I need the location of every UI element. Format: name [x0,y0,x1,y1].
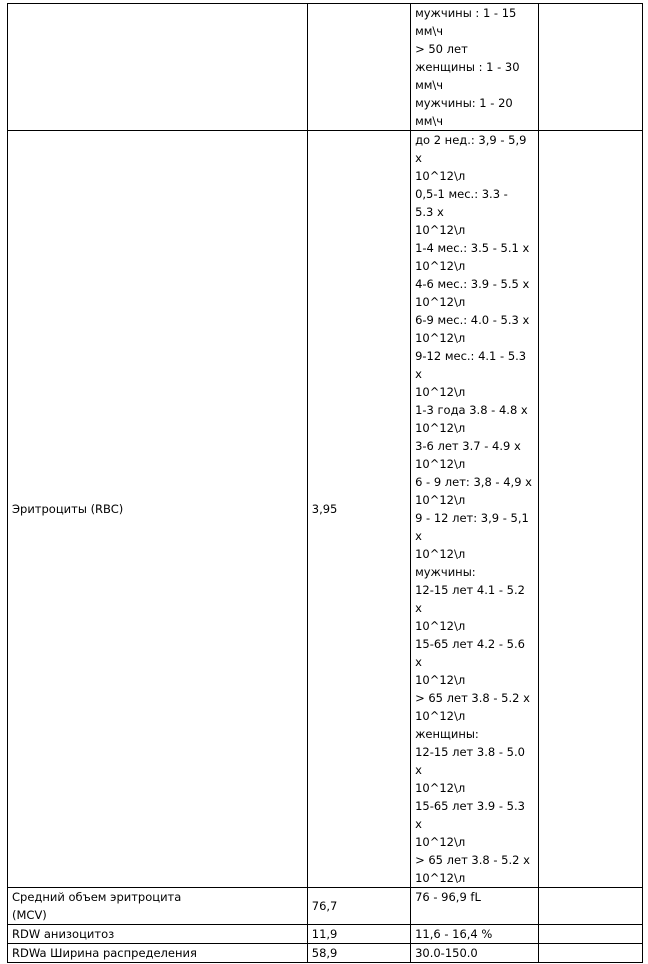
reference-range-line: 6-9 мес.: 4.0 - 5.3 x [415,313,530,327]
reference-range-line: > 65 лет 3.8 - 5.2 x [415,691,530,705]
reference-range-line: x [415,151,422,165]
reference-range-cell [411,925,539,944]
extra-cell [538,4,642,131]
result-value-cell: 58,9 [307,944,410,963]
reference-range-line: 10^12\л [415,457,466,471]
reference-range-line: 10^12\л [415,169,466,183]
test-name-cell [8,888,308,925]
reference-range-line: 10^12\л [415,619,466,633]
reference-range-line: до 2 нед.: 3,9 - 5,9 [415,133,527,147]
test-name-cell [8,4,308,131]
test-name-line: Средний объем эритроцита [12,890,182,904]
reference-range-line: 0,5-1 мес.: 3.3 - [415,187,508,201]
reference-range-line: 10^12\л [415,871,466,885]
extra-cell [538,131,642,888]
reference-range-line: 9-12 мес.: 4.1 - 5.3 [415,349,527,363]
reference-range-line: x [415,367,422,381]
reference-range-line: женщины: [415,727,479,741]
extra-cell [538,888,642,925]
reference-range-line: мужчины : 1 - 15 [415,6,517,20]
reference-range-line: x [415,817,422,831]
reference-range-line: 12-15 лет 3.8 - 5.0 [415,745,525,759]
reference-range-line: x [415,529,422,543]
reference-range-cell [411,131,539,888]
extra-cell [538,944,642,963]
reference-range-line: мм\ч [415,114,444,128]
reference-range-line: 10^12\л [415,673,466,687]
reference-range-line: x [415,655,422,669]
reference-range-line: мужчины: [415,565,476,579]
reference-range-line: 10^12\л [415,493,466,507]
reference-range-line: 10^12\л [415,331,466,345]
reference-range-line: 10^12\л [415,547,466,561]
reference-range-line: 10^12\л [415,223,466,237]
table-row [8,4,643,131]
reference-range-line: 10^12\л [415,709,466,723]
reference-range-line: 10^12\л [415,259,466,273]
result-value-cell: 3,95 [307,131,410,888]
reference-range-line: > 50 лет [415,42,468,56]
reference-range-line: 10^12\л [415,385,466,399]
reference-range-line: 10^12\л [415,781,466,795]
reference-range-line: 76 - 96,9 fL [415,890,481,904]
result-value-cell: 11,9 [307,925,410,944]
reference-range-line: 30.0-150.0 [415,946,478,960]
reference-range-line: 1-3 года 3.8 - 4.8 x [415,403,528,417]
result-value-cell [307,4,410,131]
reference-range-line: 9 - 12 лет: 3,9 - 5,1 [415,511,529,525]
reference-range-line: 10^12\л [415,421,466,435]
reference-range-line: мм\ч [415,78,444,92]
reference-range-cell [411,888,539,925]
reference-range-line: 5.3 x [415,205,444,219]
extra-cell [538,925,642,944]
reference-range-cell [411,944,539,963]
table-row [8,925,643,944]
reference-range-line: 11,6 - 16,4 % [415,927,493,941]
test-name-line: (MCV) [12,908,47,922]
reference-range-line: 10^12\л [415,835,466,849]
reference-range-line: 4-6 мес.: 3.9 - 5.5 x [415,277,530,291]
test-name-cell: Эритроциты (RBC) [8,131,308,888]
table-row [8,131,643,888]
reference-range-cell [411,4,539,131]
reference-range-line: женщины : 1 - 30 [415,60,520,74]
table-row [8,944,643,963]
result-value-cell: 76,7 [307,888,410,925]
reference-range-line: мужчины: 1 - 20 [415,96,513,110]
reference-range-line: 6 - 9 лет: 3,8 - 4,9 x [415,475,532,489]
reference-range-line: мм\ч [415,24,444,38]
reference-range-line: 15-65 лет 3.9 - 5.3 [415,799,525,813]
results-table-body [8,4,643,963]
reference-range-line: 10^12\л [415,295,466,309]
test-name-cell: RDW анизоцитоз [8,925,308,944]
reference-range-line: > 65 лет 3.8 - 5.2 x [415,853,530,867]
results-table [7,3,643,963]
reference-range-line: 12-15 лет 4.1 - 5.2 [415,583,525,597]
table-row [8,888,643,925]
reference-range-line: 3-6 лет 3.7 - 4.9 x [415,439,521,453]
reference-range-line: 1-4 мес.: 3.5 - 5.1 x [415,241,530,255]
reference-range-line: 15-65 лет 4.2 - 5.6 [415,637,525,651]
reference-range-line: x [415,601,422,615]
reference-range-line: x [415,763,422,777]
test-name-cell: RDWa Ширина распределения [8,944,308,963]
